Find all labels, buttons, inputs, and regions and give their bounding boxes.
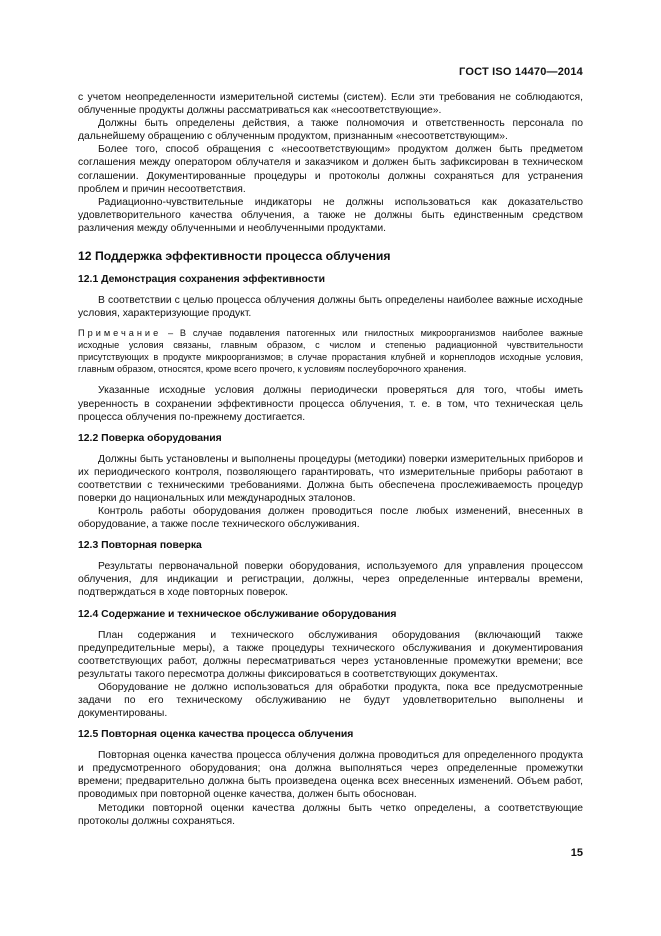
paragraph: План содержания и технического обслуживания оборудования (включающий также предупредительные меры), а также процедуры технического обслуживания и документирования соответствующих работ, должны пересматриваться через установленные промежутки времени; все результаты такого пересмотра должны фиксироваться в соответствующих документах. <box>78 629 583 680</box>
document-body <box>78 91 583 828</box>
paragraph: Должны быть установлены и выполнены процедуры (методики) поверки измерительных приборов и их периодического контроля, позволяющего гарантировать, что измерительные приборы работают в соответствии с техническими требованиями. Должна быть обеспечена прослеживаемость процедур поверки до национальных или международных эталонов. <box>78 453 583 504</box>
note <box>78 328 583 375</box>
page-number: 15 <box>570 847 583 859</box>
paragraph: Повторная оценка качества процесса облучения должна проводиться для определенного продукта и предусмотренного оборудования; она должна выполняться через определенные промежутки времени; предварительно должна быть произведена оценка всех внесенных изменений. Объем работ, проводимых при повторной оценке качества, должен быть обоснован. <box>78 750 583 801</box>
subsection-heading: 12.3 Повторная поверка <box>78 540 202 552</box>
subsection-heading: 12.1 Демонстрация сохранения эффективности <box>78 274 325 286</box>
paragraph: Оборудование не должно использоваться для обработки продукта, пока все предусмотренные задачи по его техническому обслуживанию не будут удовлетворительно выполнены и документированы. <box>78 681 583 720</box>
document-header: ГОСТ ISO 14470—2014 <box>459 66 583 78</box>
section-heading: 12 Поддержка эффективности процесса облучения <box>78 249 391 264</box>
paragraph: Должны быть определены действия, а также полномочия и ответственность персонала по дальнейшему обращению с облученным продуктом, признанным «несоответствующим». <box>78 118 583 143</box>
subsection-heading: 12.2 Поверка оборудования <box>78 432 222 444</box>
paragraph: с учетом неопределенности измерительной системы (систем). Если эти требования не соблюдаются, облученные продукты должны рассматриваться как «несоответствующие». <box>78 92 583 117</box>
paragraph: Указанные исходные условия должны периодически проверяться для того, чтобы иметь уверенность в сохранении эффективности процесса облучения, т. е. в том, что техническая цель процесса облучения по-прежнему достигается. <box>78 385 583 423</box>
paragraph: В соответствии с целью процесса облучения должны быть определены наиболее важные исходные условия, характеризующие продукт. <box>78 295 583 320</box>
paragraph: Контроль работы оборудования должен проводиться после любых изменений, внесенных в оборудование, а также после технического обслуживания. <box>78 506 583 531</box>
note-text: – В случае подавления патогенных или гнилостных микроорганизмов наиболее важные исходные условия связаны, главным образом, с числом и степенью радиационной чувствительности присутствующих в продукте микроорганизмов; в случае прорастания клубней и корнеплодов исходные условия, главным образом, относятся, кроме всего прочего, к условиям послеуборочного хранения. <box>78 328 583 374</box>
paragraph: Радиационно-чувствительные индикаторы не должны использоваться как доказательство удовлетворительного качества облучения, а также не должны быть единственным средством различения между облученными и необлученными продуктами. <box>78 196 583 234</box>
paragraph: Методики повторной оценки качества должны быть четко определены, а соответствующие протоколы должны сохраняться. <box>78 802 583 827</box>
note-label: Примечание <box>78 328 162 339</box>
paragraph: Результаты первоначальной поверки оборудования, используемого для управления процессом облучения, для индикации и регистрации, должны, через определенные интервалы времени, подтверждаться в ходе повторных поверок. <box>78 561 583 599</box>
subsection-heading: 12.4 Содержание и техническое обслуживание оборудования <box>78 608 397 620</box>
subsection-heading: 12.5 Повторная оценка качества процесса облучения <box>78 729 354 741</box>
paragraph: Более того, способ обращения с «несоответствующим» продуктом должен быть предметом соглашения между оператором облучателя и заказчиком и должен быть зафиксирован в техническом соглашении. Документированные процедуры и протоколы должны сохраняться для устранения проблем и причин несоответствия. <box>78 144 583 195</box>
